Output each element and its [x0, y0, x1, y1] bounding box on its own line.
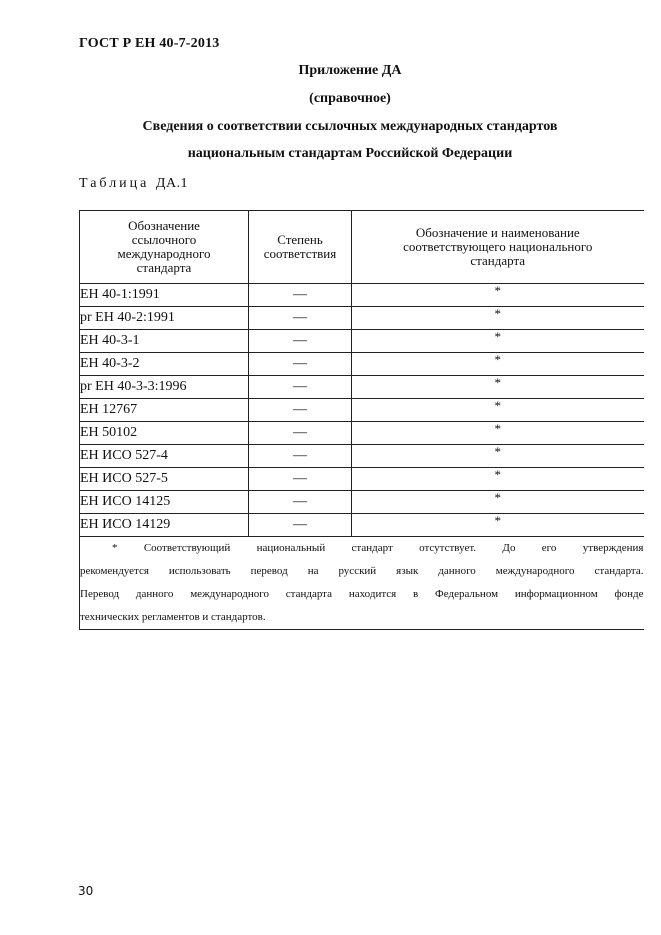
cell-degree: — [249, 330, 352, 353]
page-number: 30 [78, 884, 94, 898]
table-row [80, 284, 644, 307]
correspondence-table [79, 210, 644, 630]
cell-national: * [352, 284, 644, 307]
cell-national: * [352, 445, 644, 468]
column-header-international: Обозначение ссылочного международного стандарта [80, 211, 249, 284]
column-header-national: Обозначение и наименование соответствующего национального стандарта [352, 211, 644, 284]
table-footnote-row [80, 537, 644, 630]
table-row [80, 422, 644, 445]
table-row [80, 468, 644, 491]
cell-national: * [352, 307, 644, 330]
cell-national: * [352, 514, 644, 537]
table-caption-number: ДА.1 [155, 176, 189, 191]
cell-national: * [352, 399, 644, 422]
table-row [80, 491, 644, 514]
appendix-heading-line-2: национальным стандартам Российской Федерации [187, 146, 513, 161]
table-caption-label: Таблица [79, 176, 150, 191]
cell-designation: ЕН 40-1:1991 [80, 284, 249, 307]
footnote-line-4: технических регламентов и стандартов. [80, 611, 266, 623]
cell-national: * [352, 422, 644, 445]
cell-degree: — [249, 468, 352, 491]
cell-designation: ЕН 40-3-2 [80, 353, 249, 376]
table-header-row [80, 211, 644, 284]
table-row [80, 445, 644, 468]
column-header-degree: Степень соответствия [249, 211, 352, 284]
cell-designation: ЕН 12767 [80, 399, 249, 422]
cell-designation: pr ЕН 40-3-3:1996 [80, 376, 249, 399]
footnote-line-2: рекомендуется использовать перевод на русский язык данного международного стандарта. [80, 565, 644, 577]
appendix-heading-line-1: Сведения о соответствии ссылочных международных стандартов [142, 119, 558, 134]
cell-degree: — [249, 376, 352, 399]
cell-designation: ЕН ИСО 527-5 [80, 468, 249, 491]
cell-degree: — [249, 514, 352, 537]
cell-national: * [352, 491, 644, 514]
cell-degree: — [249, 491, 352, 514]
cell-designation: ЕН ИСО 14129 [80, 514, 249, 537]
cell-degree: — [249, 445, 352, 468]
cell-national: * [352, 376, 644, 399]
footnote-line-1: * Соответствующий национальный стандарт отсутствует. До его утверждения [112, 542, 644, 554]
footnote-line-3: Перевод данного международного стандарта находится в Федеральном информационном фонде [80, 588, 644, 600]
table-row [80, 399, 644, 422]
cell-designation: ЕН ИСО 14125 [80, 491, 249, 514]
cell-designation: ЕН 50102 [80, 422, 249, 445]
cell-degree: — [249, 399, 352, 422]
cell-national: * [352, 468, 644, 491]
table-body [80, 284, 644, 537]
document-code: ГОСТ Р ЕН 40-7-2013 [79, 36, 220, 51]
cell-national: * [352, 353, 644, 376]
table-row [80, 376, 644, 399]
cell-designation: ЕН 40-3-1 [80, 330, 249, 353]
appendix-status: (справочное) [309, 91, 391, 106]
cell-designation: pr ЕН 40-2:1991 [80, 307, 249, 330]
table-row [80, 353, 644, 376]
cell-designation: ЕН ИСО 527-4 [80, 445, 249, 468]
cell-degree: — [249, 307, 352, 330]
table-footnote [80, 537, 644, 630]
table-row [80, 330, 644, 353]
cell-degree: — [249, 422, 352, 445]
cell-degree: — [249, 353, 352, 376]
cell-national: * [352, 330, 644, 353]
table-caption [79, 176, 188, 192]
cell-degree: — [249, 284, 352, 307]
table-row [80, 307, 644, 330]
table-row [80, 514, 644, 537]
appendix-title: Приложение ДА [298, 63, 402, 78]
